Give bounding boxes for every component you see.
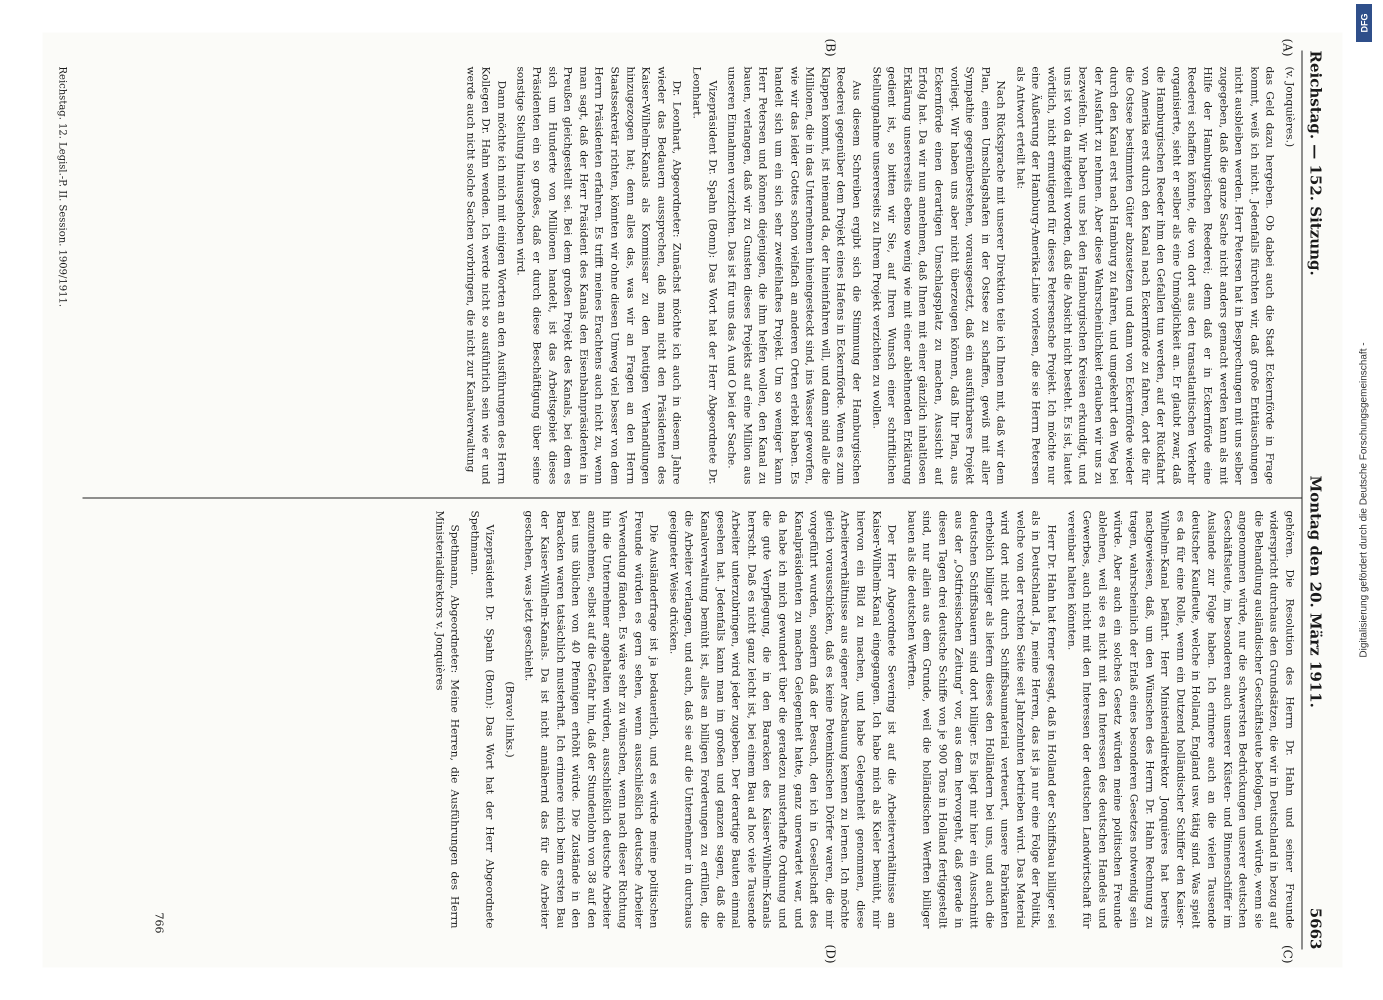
presiding-remark: Vizepräsident Dr. Spahn (Bonn): Das Wort hat der Herr Abgeordnete Spethmann.	[467, 510, 496, 929]
right-column	[82, 511, 1296, 929]
speaker-note: (v. Jonquières.)	[1283, 66, 1295, 148]
scanned-page	[42, 33, 1342, 968]
paragraph: Die Ausländerfrage ist ja bedauerlich, und es würde meine politischen Freunde würden es gern sehen, wenn ausschließlich deutsche Arbeiter Verwendung fänden. Es wäre sehr zu wünschen, wenn nach dieser Richtung hin die Unternehmer angehalten würden, ausschließlich deutsche Arbeiter anzunehmen, selbst auf die Gefahr hin, daß der Stundenlohn von 38 auf den bei uns üblichen von 40 Pfennigen erhöht würde. Die Zustände in den Baracken waren tatsächlich musterhaft. Ich erinnere mich beim ersten Bau der Kaiser-Wilhelm-Kanals. Da ist nicht annähernd das für die Arbeiter geschehen, was jetzt geschieht.	[522, 510, 660, 929]
paragraph: Herr Dr. Hahn hat ferner gesagt, daß in Holland der Schiffsbau billiger sei als in Deutschland. Ja, meine Herren, das ist ja nur eine Folge der Politik, welche von der rechten Seite seit Jahrzehnten betrieben wird. Das Material wird dort nicht durch Schiffsbaumaterial verteuert, unsere Fabrikanten erheblich billiger als liefern dieses den Holländern bei uns, und auch die deutschen Schiffsbauern sind dort billiger. Es liegt mir hier ein Ausschnitt aus der „Ostfriesischen Zeitung“ vor, aus dem hervorgeht, daß gerade in diesen Tagen drei deutsche Schiffe von je 900 Tons in Holland fertiggestellt sind, nur allein aus dem Grunde, weil die holländischen Werften billiger bauen als die deutschen Werften.	[904, 510, 1058, 929]
paragraph: Spethmann, Abgeordneter: Meine Herren, die Ausführungen des Herrn Ministerialdirektors v. Jonquières	[432, 510, 461, 929]
quoted-letter: Nach Rücksprache mit unserer Direktion teile ich Ihnen mit, daß wir dem Plan, einen Umschlagshafen in der Ostsee zu schaffen, gewiß mit aller Sympathie gegenüberstehen, vorausgesetzt, daß ein ausführbares Projekt vorliegt. Wir haben uns aber nicht überzeugen können, daß Ihr Plan, aus Eckernförde einen derartigen Umschlagsplatz zu machen, Aussicht auf Erfolg hat. Da wir nun annehmen, daß Ihnen mit einer gänzlich inhaltlosen Erklärung unsererseits ebenso wenig wie mit einer ablehnenden Erklärung gedient ist, so bitten wir Sie, auf Ihren Wunsch einer schriftlichen Stellungnahme unsererseits zu Ihrem Projekt verzichten zu wollen.	[869, 66, 1007, 485]
sheet-signature: 766	[152, 912, 165, 934]
page-number: 5663	[1306, 907, 1324, 950]
page-header	[1301, 51, 1336, 950]
margin-label-b: (B)	[823, 38, 837, 57]
applause-note: (Bravo! links.)	[502, 681, 515, 758]
header-date: Montag den 20. März 1911.	[1306, 475, 1324, 708]
dfg-credit-strip	[1344, 0, 1383, 1000]
margin-label-a: (A)	[1280, 38, 1294, 57]
column-divider	[82, 498, 1302, 499]
margin-label-d: (D)	[823, 944, 837, 964]
header-session: Reichstag. — 152. Sitzung.	[1306, 50, 1324, 276]
presiding-remark: Vizepräsident Dr. Spahn (Bonn): Das Wort hat der Herr Abgeordnete Dr. Leonhart.	[690, 66, 718, 485]
paragraph: Der Herr Abgeordnete Severing ist auf die Arbeiterverhältnisse am Kaiser-Wilhelm-Kanal eingegangen. Ich habe mich als Kieler bemüht, mir hiervon ein Bild zu machen, und habe Gelegenheit genommen, diese Arbeiterverhältnisse aus eigener Anschauung kennen zu lernen. Ich möchte gleich vorausschicken, daß es keine Potemkinschen Dörfer waren, die mir vorgeführt wurden, sondern daß der Besuch, den ich in Gesellschaft des Kanalpräsidenten zu machen Gelegenheit hatte, ganz unerwartet war, und da habe ich mich gewundert über die geradezu musterhafte Ordnung und die gute Verpflegung, die in den Baracken des Kaiser-Wilhelm-Kanals herrscht. Daß es nicht ganz leicht ist, bei einem Bau ad hoc viele Tausende Arbeiter unterzubringen, wird jeder zugeben. Der derartige Bauten einmal gesehen hat. Jedenfalls kann man im großen und ganzen sagen, daß die Kanalverwaltung bemüht ist, alles an billigen Forderungen zu erfüllen, die die Arbeiter verlangen, und auch, daß sie auf die Unternehmer in durchaus geeigneter Weise drücken.	[666, 510, 898, 929]
margin-label-c: (C)	[1280, 944, 1294, 964]
paragraph: Dann möchte ich mich mit einigen Worten an den Ausführungen des Herrn Kollegen Dr. Hahn wenden. Ich werde nicht so ausführlich sein wie er und werde auch nicht solche Sachen vorbringen, die nicht zur Kanalverwaltung	[463, 66, 507, 485]
paragraph: Dr. Leonhart, Abgeordneter: Zunächst möchte ich auch in diesem Jahre wieder das Bedauern aussprechen, daß man nicht den Präsidenten des Kaiser-Wilhelm-Kanals als Kommissar zu den heutigen Verhandlungen hinzugezogen hat; denn alles das, was wir an Fragen an den Herrn Staatssekretär richten, könnten wir ohne diesen Umweg viel besser von dem Herrn Präsidenten erfahren. Es trifft meines Erachtens auch nicht zu, wenn man sagt, daß der Herr Präsident des Kanals den Eisenbahnpräsidenten in Preußen gleichgestellt sei. Bei dem großen Projekt des Kanals, bei dem es sich um Hunderte von Millionen handelt, ist das Arbeitsgebiet dieses Präsidenten ein so großes, daß er durch diese Beschäftigung über seine sonstige Stellung hinausgehoben wird.	[514, 66, 683, 485]
paragraph: Aus diesem Schreiben ergibt sich die Stimmung der Hamburgischen Reederei gegenüber dem Projekt eines Hafens in Eckernförde. Wenn es zum Klappen kommt, ist niemand da, der hineinfahren will, und dann sind alle die Millionen, die in das Unternehmen hineingesteckt sind, ins Wasser geworfen, wie wir das leider Gottes schon vielfach an anderen Orten erlebt haben. Es handelt sich um ein sich sehr zweifelhaftes Projekt. Um so weniger kann Herr Petersen und können diejenigen, die ihm helfen wollen, den Kanal zu bauen, verlangen, daß wir zu Gunsten dieses Projekts auf eine Million aus unseren Einnahmen verzichten. Das ist für uns das A und O bei der Sache.	[725, 66, 862, 485]
left-column	[82, 67, 1296, 485]
dfg-credit-text: Digitalisierung gefördert durch die Deutsche Forschungsgemeinschaft -	[1358, 342, 1370, 658]
dfg-logo: DFG	[1356, 4, 1372, 42]
paragraph: das Geld dazu hergeben. Ob dabei auch die Stadt Eckernförde in Frage kommt, weiß ich nicht. Jedenfalls fürchten wir, daß große Enttäuschungen nicht ausbleiben werden. Herr Petersen hat in Besprechungen mit uns selber zugegeben, daß die ganze Sache nicht anders gemacht werden kann als mit Hilfe der Hamburgischen Reederei; denn daß er in Eckernförde eine Reederei schaffen könnte, die von dort aus den transatlantischen Verkehr organisierte, sieht er selber als eine Unmöglichkeit an. Er glaubt zwar, daß die Hamburgischen Reeder ihm den Gefallen tun werden, auf der Rückfahrt von Amerika erst durch den Kanal nach Eckernförde zu fahren, dort die für die Ostsee bestimmten Güter abzusetzen und dann von Eckernförde wieder durch den Kanal erst nach Hamburg zu fahren, und umgekehrt den Weg bei der Ausfahrt zu nehmen. Aber diese Wahrscheinlichkeit erlauben wir uns zu bezweifeln. Wir haben uns bei den Hamburgischen Kreisen erkundigt, und uns ist von da mitgeteilt worden, daß die Absicht nicht besteht. Es ist, lautet wörtlich, nicht ermutigend für dieses Petersensche Projekt. Ich möchte nur eine Äußerung der Hamburg-Amerika-Linie vorlesen, die sie Herrn Petersen als Antwort erteilt hat:	[1013, 66, 1276, 485]
page-footer: Reichstag. 12. Legisl.-P. II. Session. 1909/1911.	[56, 66, 67, 307]
paragraph: gehören. Die Resolution des Herrn Dr. Hahn und seiner Freunde widerspricht durchaus den Grundsätzen, die wir in Deutschland in bezug auf die Behandlung ausländischer Geschäftsleute befolgen, und würde, wenn sie angenommen würde, nur die schwersten Bedrückungen unserer deutschen Geschäftsleute, im besonderen auch unserer Küsten- und Binnenschiffer im Auslande zur Folge haben. Ich erinnere auch an die vielen Tausende deutscher Kaufleute, welche in Holland, England usw. tätig sind. Was spielt es da für eine Rolle, wenn ein Dutzend holländischer Schiffer den Kaiser-Wilhelm-Kanal befährt. Herr Ministerialdirektor Jonquières hat bereits nachgewiesen, daß, um den Wünschen des Herrn Dr. Hahn Rechnung zu tragen, wahrscheinlich der Erlaß eines besonderen Gesetzes notwendig sein würde. Aber auch ein solches Gesetz würden meine politischen Freunde ablehnen, weil sie es nicht mit den Interessen des deutschen Handels und Gewerbes, auch nicht mit den Interessen der deutschen Landwirtschaft für vereinbar halten könnten.	[1064, 510, 1295, 929]
